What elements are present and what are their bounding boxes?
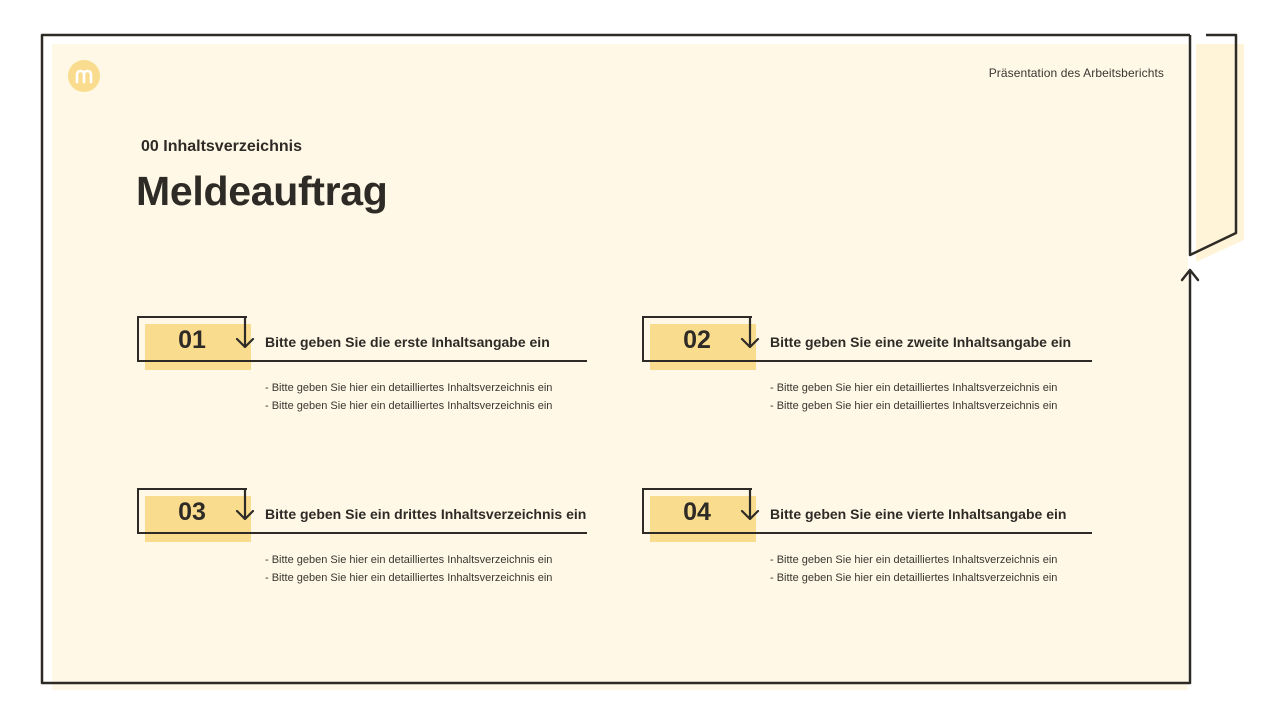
item-detail: - Bitte geben Sie hier ein detailliertes Inhaltsverzeichnis ein (770, 554, 1058, 566)
item-underline (752, 360, 1092, 362)
arrow-down-icon (233, 316, 257, 356)
arrow-down-icon (738, 316, 762, 356)
item-number: 03 (178, 498, 206, 526)
item-underline (752, 532, 1092, 534)
presentation-title: Präsentation des Arbeitsberichts (988, 66, 1164, 80)
item-detail: - Bitte geben Sie hier ein detailliertes Inhaltsverzeichnis ein (265, 554, 553, 566)
toc-item-02 (642, 316, 1102, 426)
item-detail: - Bitte geben Sie hier ein detailliertes Inhaltsverzeichnis ein (770, 400, 1058, 412)
item-detail: - Bitte geben Sie hier ein detailliertes Inhaltsverzeichnis ein (265, 572, 553, 584)
toc-item-03 (137, 488, 597, 598)
item-detail: - Bitte geben Sie hier ein detailliertes Inhaltsverzeichnis ein (265, 400, 553, 412)
toc-item-01 (137, 316, 597, 426)
item-heading: Bitte geben Sie ein drittes Inhaltsverzeichnis ein (265, 506, 587, 522)
section-subtitle: 00 Inhaltsverzeichnis (141, 138, 302, 155)
item-heading: Bitte geben Sie eine zweite Inhaltsangabe ein (770, 334, 1072, 350)
page-title: Meldeauftrag (136, 168, 388, 214)
item-heading: Bitte geben Sie eine vierte Inhaltsangabe ein (770, 506, 1067, 522)
item-number: 04 (683, 498, 711, 526)
item-detail: - Bitte geben Sie hier ein detailliertes Inhaltsverzeichnis ein (265, 382, 553, 394)
item-heading: Bitte geben Sie die erste Inhaltsangabe ein (265, 334, 550, 350)
logo (68, 60, 100, 92)
toc-item-04 (642, 488, 1102, 598)
item-underline (247, 360, 587, 362)
item-underline (247, 532, 587, 534)
arrow-down-icon (233, 488, 257, 528)
item-detail: - Bitte geben Sie hier ein detailliertes Inhaltsverzeichnis ein (770, 382, 1058, 394)
logo-m-icon (74, 68, 94, 84)
item-detail: - Bitte geben Sie hier ein detailliertes Inhaltsverzeichnis ein (770, 572, 1058, 584)
item-number: 01 (178, 326, 206, 354)
item-number: 02 (683, 326, 711, 354)
arrow-down-icon (738, 488, 762, 528)
